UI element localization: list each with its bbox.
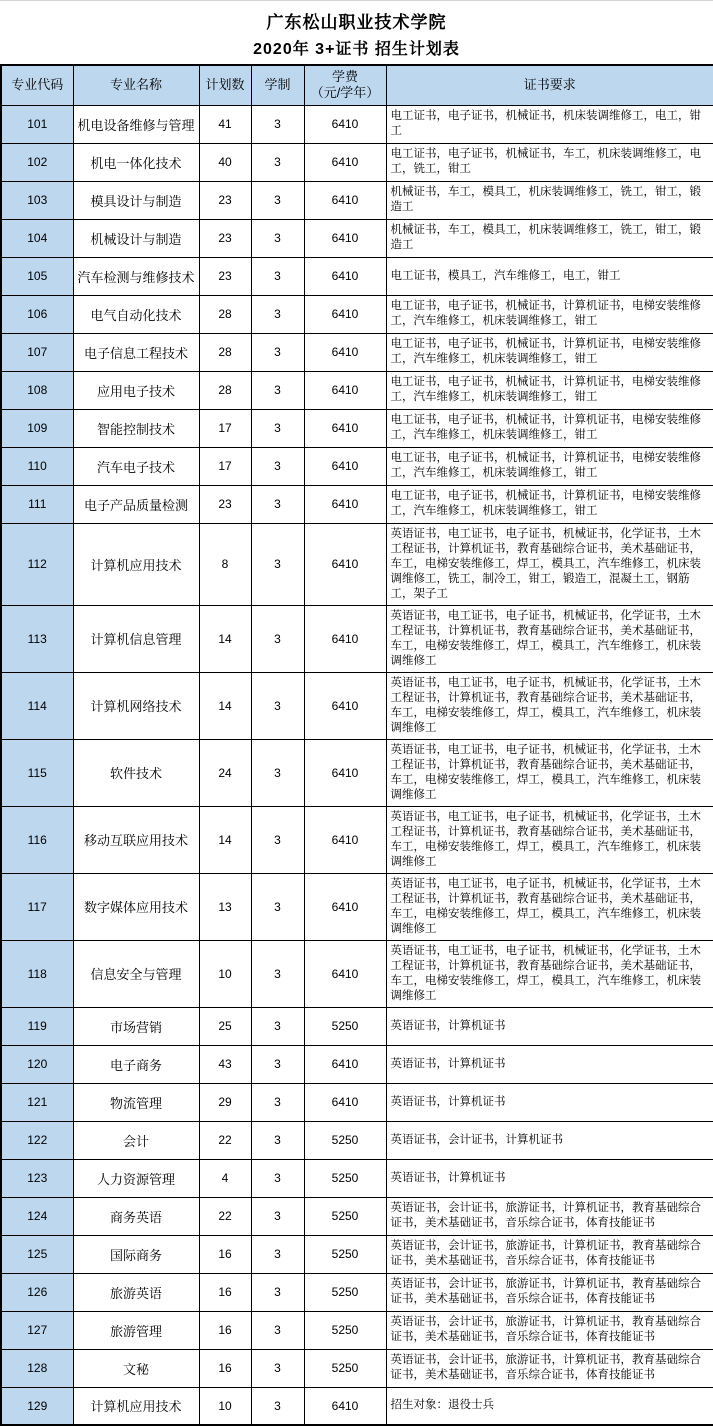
header-duration: 学制	[251, 65, 304, 105]
major-name-cell: 智能控制技术	[73, 409, 199, 447]
table-body	[1, 105, 713, 1425]
table-row	[1, 605, 713, 672]
duration-cell: 3	[251, 333, 304, 371]
tuition-cell: 6410	[304, 485, 386, 523]
plan-count-cell: 10	[199, 940, 251, 1007]
major-name-cell: 旅游英语	[73, 1273, 199, 1311]
major-code-cell: 114	[1, 672, 73, 739]
table-row	[1, 1349, 713, 1387]
duration-cell: 3	[251, 1159, 304, 1197]
plan-count-cell: 13	[199, 873, 251, 940]
major-code-cell: 126	[1, 1273, 73, 1311]
header-row	[1, 65, 713, 105]
plan-count-cell: 23	[199, 257, 251, 295]
tuition-cell: 6410	[304, 605, 386, 672]
plan-count-cell: 28	[199, 333, 251, 371]
cert-requirements-cell: 英语证书，会计证书，计算机证书	[386, 1121, 713, 1159]
major-name-cell: 软件技术	[73, 739, 199, 806]
tuition-cell: 6410	[304, 257, 386, 295]
duration-cell: 3	[251, 257, 304, 295]
major-name-cell: 计算机应用技术	[73, 523, 199, 605]
duration-cell: 3	[251, 1387, 304, 1425]
table-row	[1, 940, 713, 1007]
plan-count-cell: 16	[199, 1349, 251, 1387]
cert-requirements-cell: 英语证书，电工证书，电子证书，机械证书，化学证书，土木工程证书，计算机证书，教育基础综合证书，美术基础证书，车工，电梯安装维修工，焊工，模具工，汽车维修工，机床装调维修工	[386, 940, 713, 1007]
major-code-cell: 106	[1, 295, 73, 333]
tuition-cell: 6410	[304, 806, 386, 873]
tuition-cell: 6410	[304, 1387, 386, 1425]
plan-count-cell: 8	[199, 523, 251, 605]
header-tuition-line1: 学费	[331, 69, 358, 85]
table-header	[1, 65, 713, 105]
major-code-cell: 122	[1, 1121, 73, 1159]
major-code-cell: 101	[1, 105, 73, 143]
plan-count-cell: 23	[199, 181, 251, 219]
duration-cell: 3	[251, 105, 304, 143]
duration-cell: 3	[251, 181, 304, 219]
table-row	[1, 1083, 713, 1121]
page-title: 广东松山职业技术学院	[266, 13, 447, 32]
cert-requirements-cell: 电工证书，电子证书，机械证书，计算机证书，电梯安装维修工，汽车维修工，机床装调维修工，钳工	[386, 485, 713, 523]
major-code-cell: 124	[1, 1197, 73, 1235]
table-row	[1, 409, 713, 447]
major-name-cell: 电气自动化技术	[73, 295, 199, 333]
major-name-cell: 计算机应用技术	[73, 1387, 199, 1425]
cert-requirements-cell: 英语证书，会计证书，旅游证书，计算机证书，教育基础综合证书，美术基础证书，音乐综合证书，体育技能证书	[386, 1349, 713, 1387]
duration-cell: 3	[251, 1007, 304, 1045]
major-name-cell: 会计	[73, 1121, 199, 1159]
tuition-cell: 5250	[304, 1007, 386, 1045]
table-row	[1, 1311, 713, 1349]
major-name-cell: 机电一体化技术	[73, 143, 199, 181]
duration-cell: 3	[251, 295, 304, 333]
cert-requirements-cell: 电工证书，模具工，汽车维修工，电工，钳工	[386, 257, 713, 295]
duration-cell: 3	[251, 605, 304, 672]
cert-requirements-cell: 英语证书，电工证书，电子证书，机械证书，化学证书，土木工程证书，计算机证书，教育基础综合证书，美术基础证书，车工，电梯安装维修工，焊工，模具工，汽车维修工，机床装调维修工	[386, 739, 713, 806]
table-row	[1, 485, 713, 523]
plan-count-cell: 23	[199, 219, 251, 257]
major-name-cell: 物流管理	[73, 1083, 199, 1121]
major-name-cell: 文秘	[73, 1349, 199, 1387]
duration-cell: 3	[251, 219, 304, 257]
cert-requirements-cell: 英语证书，会计证书，旅游证书，计算机证书，教育基础综合证书，美术基础证书，音乐综合证书，体育技能证书	[386, 1197, 713, 1235]
major-code-cell: 129	[1, 1387, 73, 1425]
major-code-cell: 118	[1, 940, 73, 1007]
plan-count-cell: 22	[199, 1121, 251, 1159]
duration-cell: 3	[251, 1083, 304, 1121]
duration-cell: 3	[251, 485, 304, 523]
cert-requirements-cell: 电工证书，电子证书，机械证书，计算机证书，电梯安装维修工，汽车维修工，机床装调维修工，钳工	[386, 409, 713, 447]
major-name-cell: 电子信息工程技术	[73, 333, 199, 371]
tuition-cell: 5250	[304, 1159, 386, 1197]
table-row	[1, 1387, 713, 1425]
tuition-cell: 6410	[304, 143, 386, 181]
tuition-cell: 6410	[304, 447, 386, 485]
cert-requirements-cell: 英语证书，计算机证书	[386, 1083, 713, 1121]
cert-requirements-cell: 英语证书，会计证书，旅游证书，计算机证书，教育基础综合证书，美术基础证书，音乐综合证书，体育技能证书	[386, 1311, 713, 1349]
tuition-cell: 6410	[304, 672, 386, 739]
major-code-cell: 103	[1, 181, 73, 219]
major-name-cell: 电子产品质量检测	[73, 485, 199, 523]
major-name-cell: 移动互联应用技术	[73, 806, 199, 873]
header-major-code: 专业代码	[1, 65, 73, 105]
major-name-cell: 计算机网络技术	[73, 672, 199, 739]
duration-cell: 3	[251, 1045, 304, 1083]
plan-count-cell: 16	[199, 1311, 251, 1349]
plan-count-cell: 28	[199, 371, 251, 409]
page-subtitle: 2020年 3+证书 招生计划表	[253, 41, 460, 58]
tuition-cell: 5250	[304, 1311, 386, 1349]
duration-cell: 3	[251, 1349, 304, 1387]
major-code-cell: 111	[1, 485, 73, 523]
cert-requirements-cell: 机械证书，车工，模具工，机床装调维修工，铣工，钳工，锻造工	[386, 181, 713, 219]
header-tuition-line2: （元/学年）	[310, 85, 380, 101]
tuition-cell: 6410	[304, 409, 386, 447]
major-code-cell: 127	[1, 1311, 73, 1349]
plan-count-cell: 43	[199, 1045, 251, 1083]
major-code-cell: 113	[1, 605, 73, 672]
major-name-cell: 电子商务	[73, 1045, 199, 1083]
cert-requirements-cell: 电工证书，电子证书，机械证书，计算机证书，电梯安装维修工，汽车维修工，机床装调维修工，钳工	[386, 447, 713, 485]
table-row	[1, 371, 713, 409]
plan-count-cell: 16	[199, 1273, 251, 1311]
tuition-cell: 6410	[304, 295, 386, 333]
duration-cell: 3	[251, 371, 304, 409]
duration-cell: 3	[251, 940, 304, 1007]
tuition-cell: 5250	[304, 1273, 386, 1311]
duration-cell: 3	[251, 523, 304, 605]
plan-count-cell: 41	[199, 105, 251, 143]
major-code-cell: 104	[1, 219, 73, 257]
cert-requirements-cell: 英语证书，电工证书，电子证书，机械证书，化学证书，土木工程证书，计算机证书，教育基础综合证书，美术基础证书，车工，电梯安装维修工，焊工，模具工，汽车维修工，机床装调维修工	[386, 873, 713, 940]
duration-cell: 3	[251, 1273, 304, 1311]
table-row	[1, 219, 713, 257]
duration-cell: 3	[251, 1235, 304, 1273]
table-row	[1, 806, 713, 873]
duration-cell: 3	[251, 1197, 304, 1235]
duration-cell: 3	[251, 409, 304, 447]
major-code-cell: 112	[1, 523, 73, 605]
duration-cell: 3	[251, 447, 304, 485]
cert-requirements-cell: 英语证书，会计证书，旅游证书，计算机证书，教育基础综合证书，美术基础证书，音乐综合证书，体育技能证书	[386, 1235, 713, 1273]
cert-requirements-cell: 英语证书，电工证书，电子证书，机械证书，化学证书，土木工程证书，计算机证书，教育基础综合证书，美术基础证书，车工，电梯安装维修工，焊工，模具工，汽车维修工，机床装调维修工，铣工，制冷工，钳工，锻造工，混凝土工，钢筋工，架子工	[386, 523, 713, 605]
major-code-cell: 107	[1, 333, 73, 371]
tuition-cell: 6410	[304, 873, 386, 940]
duration-cell: 3	[251, 806, 304, 873]
table-row	[1, 873, 713, 940]
header-cert-requirements: 证书要求	[386, 65, 713, 105]
cert-requirements-cell: 英语证书，计算机证书	[386, 1159, 713, 1197]
major-name-cell: 信息安全与管理	[73, 940, 199, 1007]
duration-cell: 3	[251, 672, 304, 739]
major-code-cell: 116	[1, 806, 73, 873]
table-row	[1, 523, 713, 605]
table-row	[1, 1045, 713, 1083]
duration-cell: 3	[251, 1121, 304, 1159]
tuition-cell: 5250	[304, 1235, 386, 1273]
plan-count-cell: 14	[199, 605, 251, 672]
plan-count-cell: 17	[199, 409, 251, 447]
major-code-cell: 123	[1, 1159, 73, 1197]
cert-requirements-cell: 英语证书，电工证书，电子证书，机械证书，化学证书，土木工程证书，计算机证书，教育基础综合证书，美术基础证书，车工，电梯安装维修工，焊工，模具工，汽车维修工，机床装调维修工	[386, 605, 713, 672]
major-name-cell: 市场营销	[73, 1007, 199, 1045]
table-row	[1, 181, 713, 219]
plan-count-cell: 22	[199, 1197, 251, 1235]
enrollment-plan-table	[0, 64, 713, 1426]
major-code-cell: 125	[1, 1235, 73, 1273]
table-row	[1, 295, 713, 333]
major-code-cell: 102	[1, 143, 73, 181]
cert-requirements-cell: 英语证书，电工证书，电子证书，机械证书，化学证书，土木工程证书，计算机证书，教育基础综合证书，美术基础证书，车工，电梯安装维修工，焊工，模具工，汽车维修工，机床装调维修工	[386, 806, 713, 873]
major-name-cell: 模具设计与制造	[73, 181, 199, 219]
table-row	[1, 105, 713, 143]
duration-cell: 3	[251, 1311, 304, 1349]
major-code-cell: 117	[1, 873, 73, 940]
header-plan-count: 计划数	[199, 65, 251, 105]
table-row	[1, 257, 713, 295]
tuition-cell: 5250	[304, 1121, 386, 1159]
duration-cell: 3	[251, 739, 304, 806]
plan-count-cell: 14	[199, 806, 251, 873]
plan-count-cell: 17	[199, 447, 251, 485]
plan-count-cell: 23	[199, 485, 251, 523]
cert-requirements-cell: 英语证书，计算机证书	[386, 1007, 713, 1045]
cert-requirements-cell: 电工证书，电子证书，机械证书，计算机证书，电梯安装维修工，汽车维修工，机床装调维修工，钳工	[386, 371, 713, 409]
table-row	[1, 1121, 713, 1159]
major-name-cell: 计算机信息管理	[73, 605, 199, 672]
tuition-cell: 5250	[304, 1197, 386, 1235]
duration-cell: 3	[251, 873, 304, 940]
major-name-cell: 国际商务	[73, 1235, 199, 1273]
major-name-cell: 商务英语	[73, 1197, 199, 1235]
table-row	[1, 1007, 713, 1045]
cert-requirements-cell: 电工证书，电子证书，机械证书，车工，机床装调维修工，电工，铣工，钳工	[386, 143, 713, 181]
cert-requirements-cell: 英语证书，计算机证书	[386, 1045, 713, 1083]
major-code-cell: 109	[1, 409, 73, 447]
duration-cell: 3	[251, 143, 304, 181]
cert-requirements-cell: 英语证书，会计证书，旅游证书，计算机证书，教育基础综合证书，美术基础证书，音乐综合证书，体育技能证书	[386, 1273, 713, 1311]
major-code-cell: 105	[1, 257, 73, 295]
major-code-cell: 115	[1, 739, 73, 806]
table-row	[1, 333, 713, 371]
plan-count-cell: 28	[199, 295, 251, 333]
major-code-cell: 119	[1, 1007, 73, 1045]
tuition-cell: 6410	[304, 105, 386, 143]
cert-requirements-cell: 招生对象：退役士兵	[386, 1387, 713, 1425]
table-row	[1, 1273, 713, 1311]
tuition-cell: 6410	[304, 333, 386, 371]
plan-count-cell: 14	[199, 672, 251, 739]
tuition-cell: 6410	[304, 739, 386, 806]
tuition-cell: 6410	[304, 181, 386, 219]
tuition-cell: 6410	[304, 219, 386, 257]
tuition-cell: 6410	[304, 523, 386, 605]
cert-requirements-cell: 电工证书，电子证书，机械证书，机床装调维修工，电工，钳工	[386, 105, 713, 143]
major-name-cell: 旅游管理	[73, 1311, 199, 1349]
plan-count-cell: 4	[199, 1159, 251, 1197]
major-code-cell: 121	[1, 1083, 73, 1121]
major-name-cell: 机电设备维修与管理	[73, 105, 199, 143]
title-block	[0, 1, 713, 64]
major-name-cell: 汽车检测与维修技术	[73, 257, 199, 295]
plan-count-cell: 16	[199, 1235, 251, 1273]
plan-count-cell: 25	[199, 1007, 251, 1045]
table-row	[1, 447, 713, 485]
tuition-cell: 6410	[304, 1045, 386, 1083]
tuition-cell: 6410	[304, 940, 386, 1007]
major-code-cell: 128	[1, 1349, 73, 1387]
plan-count-cell: 10	[199, 1387, 251, 1425]
plan-count-cell: 24	[199, 739, 251, 806]
plan-count-cell: 29	[199, 1083, 251, 1121]
major-name-cell: 应用电子技术	[73, 371, 199, 409]
major-code-cell: 110	[1, 447, 73, 485]
major-name-cell: 汽车电子技术	[73, 447, 199, 485]
tuition-cell: 5250	[304, 1349, 386, 1387]
table-row	[1, 1159, 713, 1197]
table-row	[1, 1235, 713, 1273]
tuition-cell: 6410	[304, 1083, 386, 1121]
cert-requirements-cell: 电工证书，电子证书，机械证书，计算机证书，电梯安装维修工，汽车维修工，机床装调维修工，钳工	[386, 333, 713, 371]
major-code-cell: 108	[1, 371, 73, 409]
cert-requirements-cell: 英语证书，电工证书，电子证书，机械证书，化学证书，土木工程证书，计算机证书，教育基础综合证书，美术基础证书，车工，电梯安装维修工，焊工，模具工，汽车维修工，机床装调维修工	[386, 672, 713, 739]
cert-requirements-cell: 机械证书，车工，模具工，机床装调维修工，铣工，钳工，锻造工	[386, 219, 713, 257]
table-row	[1, 672, 713, 739]
major-name-cell: 机械设计与制造	[73, 219, 199, 257]
table-row	[1, 739, 713, 806]
header-major-name: 专业名称	[73, 65, 199, 105]
tuition-cell: 6410	[304, 371, 386, 409]
header-tuition	[304, 65, 386, 105]
major-name-cell: 人力资源管理	[73, 1159, 199, 1197]
cert-requirements-cell: 电工证书，电子证书，机械证书，计算机证书，电梯安装维修工，汽车维修工，机床装调维修工，钳工	[386, 295, 713, 333]
major-code-cell: 120	[1, 1045, 73, 1083]
major-name-cell: 数字媒体应用技术	[73, 873, 199, 940]
plan-count-cell: 40	[199, 143, 251, 181]
table-row	[1, 143, 713, 181]
table-row	[1, 1197, 713, 1235]
